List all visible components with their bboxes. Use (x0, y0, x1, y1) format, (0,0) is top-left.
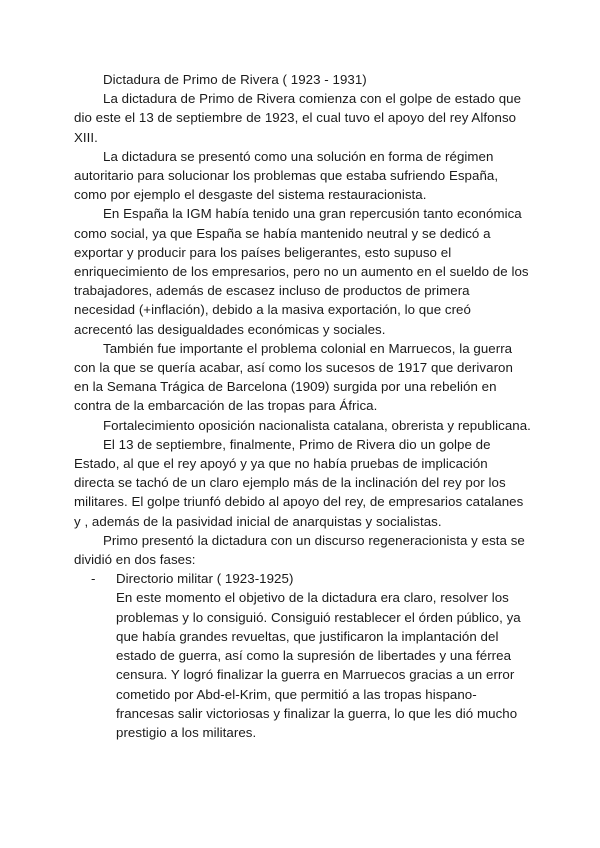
paragraph-intro: La dictadura de Primo de Rivera comienza con el golpe de estado que dio este el 13 de septiembre de 1923, el cual tuvo el apoyo del rey Alfonso XIII. (74, 91, 522, 145)
list-item-body: En este momento el objetivo de la dictadura era claro, resolver los problemas y lo consiguió. Consiguió restablecer el órden público, ya que había grandes revueltas, que justificaron la implantación del estado de guerra, así como la supresión de libertades y una férrea censura. Y logró finalizar la guerra en Marruecos gracias a un error cometido por Abd-el-Krim, que permitió a las tropas hispano-francesas salir victoriosas y finalizar la guerra, lo que les dió mucho prestigio a los militares. (116, 590, 521, 740)
paragraph-igm: En España la IGM había tenido una gran repercusión tanto económica como social, ya que España se había mantenido neutral y se dedicó a exportar y producir para los países beligerantes, esto supuso el enriquecimiento de los empresarios, pero no un aumento en el sueldo de los trabajadores, además de escasez incluso de productos de primera necesidad (+inflación), debido a la masiva exportación, lo que creó acrecentó las desigualdades económicas y sociales. (74, 206, 529, 337)
paragraph-coup: El 13 de septiembre, finalmente, Primo de Rivera dio un golpe de Estado, al que el rey apoyó y ya que no había pruebas de implicación directa se tachó de un claro ejemplo más de la inclinación del rey por los militares. El golpe triunfó debido al apoyo del rey, de empresarios catalanes y , además de la pasividad inicial de anarquistas y socialistas. (74, 436, 524, 529)
list-item (74, 569, 531, 742)
document-title: Dictadura de Primo de Rivera ( 1923 - 1931) (103, 72, 367, 87)
paragraph-colonial-problem: También fue importante el problema colonial en Marruecos, la guerra con la que se quería acabar, así como los sucesos de 1917 que derivaron en la Semana Trágica de Barcelona (1909) surgida por una rebelión en contra de la embarcación de las tropas para África. (74, 340, 513, 414)
document-body (74, 70, 531, 742)
paragraph-presentation: La dictadura se presentó como una solución en forma de régimen autoritario para solucionar los problemas que estaba sufriendo España, como por ejemplo el desgaste del sistema restauracionista. (74, 148, 499, 203)
paragraph-opposition: Fortalecimiento oposición nacionalista catalana, obrerista y republicana. (103, 417, 531, 433)
list-item-title: Directorio militar ( 1923-1925) (116, 571, 294, 587)
paragraph-phases: Primo presentó la dictadura con un discurso regeneracionista y esta se dividió en dos fases: (74, 532, 525, 568)
list-bullet: - (91, 571, 96, 587)
